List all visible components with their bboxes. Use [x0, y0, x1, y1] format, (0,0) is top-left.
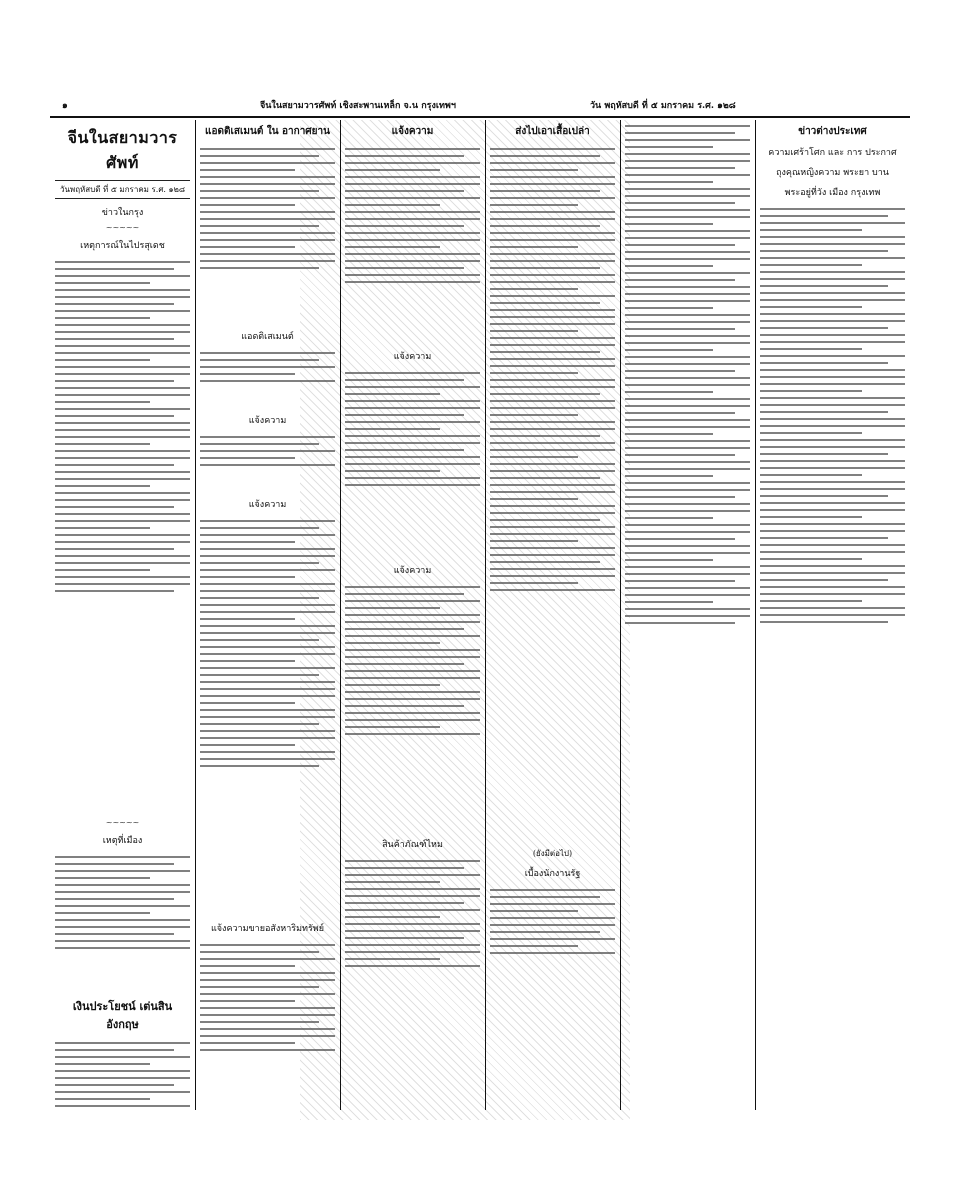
column-5: [625, 120, 750, 1110]
article-body: [345, 367, 480, 557]
column-1: [55, 120, 190, 1110]
article-body: [625, 120, 750, 1100]
section-heading: แจ้งความขายอสังหาริมทรัพย์: [210, 924, 325, 934]
section-heading: แจ้งความ: [393, 352, 432, 362]
section-heading: แจ้งความ: [393, 566, 432, 576]
section-heading: เหตุที่เมือง: [102, 836, 143, 846]
article-body: [490, 143, 615, 843]
page-header: [50, 96, 910, 114]
column-divider: [195, 120, 196, 1110]
column-4: [490, 120, 615, 1110]
article-body: [345, 855, 480, 1055]
article-body: [55, 1037, 190, 1110]
article-body: [200, 347, 335, 407]
column-3: [345, 120, 480, 1110]
ornament: ~~~~~: [105, 818, 140, 827]
section-heading: เบื้องนักงานรัฐ: [524, 869, 581, 879]
section-heading: สินค้าภัณฑ์ไหม: [382, 840, 443, 850]
article-body: [345, 143, 480, 343]
article-body: [200, 431, 335, 491]
headline-line: พระอยู่ที่วัง เมือง กรุงเทพ: [784, 188, 881, 198]
header-rule: [50, 116, 910, 118]
section-heading: แอดติเสเมนต์: [241, 332, 294, 342]
article-body: [345, 581, 480, 831]
article-body: [55, 256, 190, 816]
header-title: จีนในสยามวารศัพท์ เชิงสะพานเหล็ก จ.น กรุงเทพฯ: [260, 101, 456, 111]
article-body: [200, 515, 335, 915]
column-divider: [340, 120, 341, 1110]
header-date: วัน พฤหัสบดี ที่ ๕ มกราคม ร.ศ. ๑๒๘: [590, 101, 736, 111]
ornament: ~~~~~: [105, 223, 140, 232]
section-heading: ข่าวในกรุง: [101, 208, 144, 218]
column-title: ส่งไปเอาเสื้อเปล่า: [515, 126, 590, 137]
section-heading: เหตุการณ์ในไปรสุเดช: [80, 241, 165, 251]
column-title: แอดติเสเมนต์ ใน อากาศยาน: [205, 126, 330, 137]
column-2: [200, 120, 335, 1110]
masthead: จีนในสยามวารศัพท์: [67, 128, 178, 172]
article-body: [760, 203, 905, 1083]
page-number: ๑: [62, 101, 68, 111]
article-body: [55, 851, 190, 991]
section-heading: แจ้งความ: [248, 500, 287, 510]
article-body: [200, 939, 335, 1110]
section-heading: เงินประโยชน์ เต่นสิน อังกฤษ: [72, 1000, 173, 1031]
section-heading: แจ้งความ: [248, 416, 287, 426]
column-divider: [620, 120, 621, 1110]
column-divider: [485, 120, 486, 1110]
headline-line: ความเศร้าโศก และ การ ประกาศ: [768, 148, 897, 158]
article-body: [200, 143, 335, 323]
column-divider: [755, 120, 756, 1110]
column-6: [760, 120, 905, 1110]
article-body: [490, 884, 615, 1034]
continued-note: (ยังมีต่อไป): [532, 849, 573, 858]
column-title: ข่าวต่างประเทศ: [798, 126, 867, 137]
column-title: แจ้งความ: [391, 126, 434, 137]
dateline: วันพฤหัสบดี ที่ ๕ มกราคม ร.ศ. ๑๒๘: [55, 180, 190, 199]
headline-line: ถุงคุณหญิงความ พระยา บาน: [776, 168, 889, 178]
